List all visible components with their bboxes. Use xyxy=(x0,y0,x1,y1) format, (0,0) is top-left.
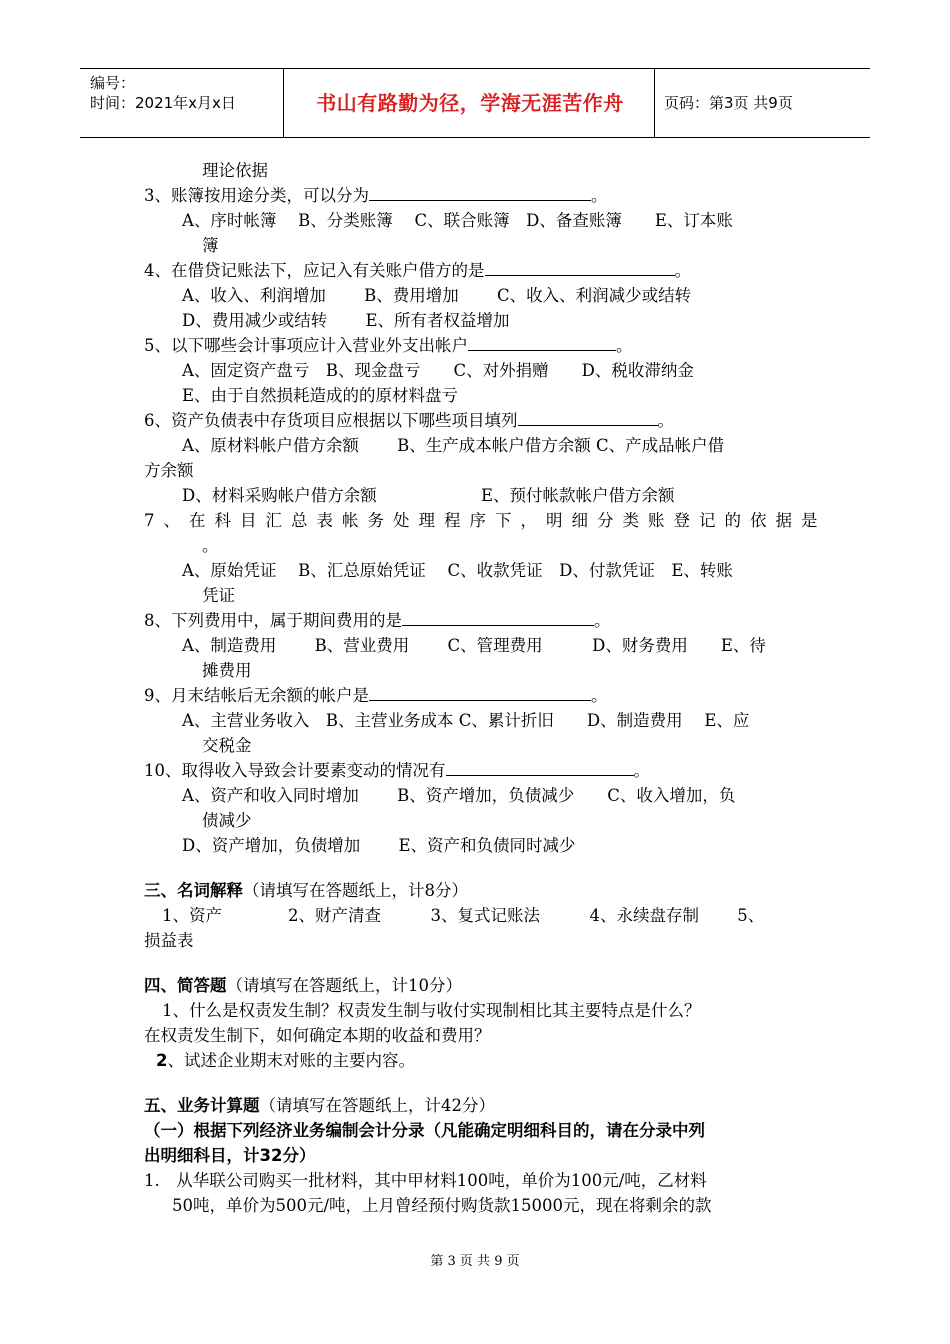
question-9-stem: 9、月末结帐后无余额的帐户是 。 xyxy=(144,683,809,708)
question-9-options: A、主营业务收入 B、主营业务成本 C、累计折旧 D、制造费用 E、应 xyxy=(182,711,750,730)
answer-blank xyxy=(369,683,591,701)
exam-content xyxy=(144,158,827,1218)
question-5-options: A、固定资产盘亏 B、现金盘亏 C、对外捐赠 D、税收滞纳金 xyxy=(182,361,694,380)
question-4-stem: 4、在借贷记账法下，应记入有关账户借方的是 。 xyxy=(144,258,809,283)
question-5-stem: 5、以下哪些会计事项应计入营业外支出帐户 。 xyxy=(144,333,809,358)
question-7-options: A、原始凭证 B、汇总原始凭证 C、收款凭证 D、付款凭证 E、转账 xyxy=(182,561,733,580)
answer-blank xyxy=(369,183,591,201)
question-7-options-cont: 凭证 xyxy=(202,586,235,605)
section-3-items-cont: 损益表 xyxy=(144,931,194,950)
question-5-options-cont: E、由于自然损耗造成的的原材料盘亏 xyxy=(182,386,459,405)
section-4-question-1: 1、什么是权责发生制？权责发生制与收付实现制相比其主要特点是什么？ xyxy=(162,1001,701,1020)
document-date-label: 时间：2021年x月x日 xyxy=(90,94,236,112)
question-10-options-cont: 债减少 xyxy=(202,811,252,830)
answer-blank xyxy=(468,333,616,351)
section-4-question-2: 2、试述企业期末对账的主要内容。 xyxy=(156,1051,415,1070)
section-3-heading: 三、名词解释（请填写在答题纸上，计8分） xyxy=(144,881,468,900)
header-page-number: 页码：第3页 共9页 xyxy=(664,94,793,112)
question-6-options-cont: 方余额 xyxy=(144,461,194,480)
question-9-options-cont: 交税金 xyxy=(202,736,252,755)
question-3-options-cont: 簿 xyxy=(202,236,219,255)
question-8-options: A、制造费用 B、营业费用 C、管理费用 D、财务费用 E、待 xyxy=(182,636,766,655)
header-divider-left xyxy=(283,69,284,137)
answer-blank xyxy=(402,608,594,626)
question-4-options-cont: D、费用减少或结转 E、所有者权益增加 xyxy=(182,311,510,330)
answer-blank xyxy=(518,408,658,426)
section-5-subheading: （一）根据下列经济业务编制会计分录（凡能确定明细科目的，请在分录中列 xyxy=(144,1121,705,1140)
problem-1-cont: 50吨，单价为500元/吨，上月曾经预付购货款15000元，现在将剩余的款 xyxy=(172,1196,712,1215)
header-motto: 书山有路勤为径，学海无涯苦作舟 xyxy=(316,91,624,115)
section-4-heading: 四、简答题（请填写在答题纸上，计10分） xyxy=(144,976,462,995)
question-8-options-cont: 摊费用 xyxy=(202,661,252,680)
question-10-options-cont2: D、资产增加，负债增加 E、资产和负债同时减少 xyxy=(182,836,576,855)
answer-blank xyxy=(485,258,675,276)
section-5-heading: 五、业务计算题（请填写在答题纸上，计42分） xyxy=(144,1096,495,1115)
header-divider-right xyxy=(654,69,655,137)
previous-question-tail: 理论依据 xyxy=(202,161,268,180)
question-6-options: A、原材料帐户借方余额 B、生产成本帐户借方余额 C、产成品帐户借 xyxy=(182,436,725,455)
section-5-subheading-cont: 出明细科目，计32分） xyxy=(144,1146,316,1165)
question-6-options-cont2: D、材料采购帐户借方余额 E、预付帐款帐户借方余额 xyxy=(182,486,675,505)
page-header xyxy=(80,68,870,138)
question-6-stem: 6、资产负债表中存货项目应根据以下哪些项目填列 。 xyxy=(144,408,809,433)
question-7-stem: 7、在科目汇总表帐务处理程序下，明细分类账登记的依据是 xyxy=(144,511,827,530)
section-4-question-1-cont: 在权责发生制下，如何确定本期的收益和费用？ xyxy=(144,1026,491,1045)
header-meta xyxy=(90,73,236,113)
answer-blank xyxy=(446,758,634,776)
question-8-stem: 8、下列费用中，属于期间费用的是 。 xyxy=(144,608,809,633)
question-3-options: A、序时帐簿 B、分类账簿 C、联合账簿 D、备查账簿 E、订本账 xyxy=(182,211,733,230)
question-4-options: A、收入、利润增加 B、费用增加 C、收入、利润减少或结转 xyxy=(182,286,692,305)
document-number-label: 编号： xyxy=(90,74,136,92)
page-footer: 第 3 页 共 9 页 xyxy=(430,1254,520,1269)
question-3-stem: 3、账簿按用途分类，可以分为 。 xyxy=(144,183,809,208)
question-7-stem-end: 。 xyxy=(202,536,219,555)
problem-1: 1. 从华联公司购买一批材料，其中甲材料100吨，单价为100元/吨，乙材料 xyxy=(144,1171,707,1190)
section-3-items: 1、资产 2、财产清查 3、复式记账法 4、永续盘存制 5、 xyxy=(162,906,765,925)
question-10-options: A、资产和收入同时增加 B、资产增加，负债减少 C、收入增加，负 xyxy=(182,786,736,805)
question-10-stem: 10、取得收入导致会计要素变动的情况有 。 xyxy=(144,758,809,783)
